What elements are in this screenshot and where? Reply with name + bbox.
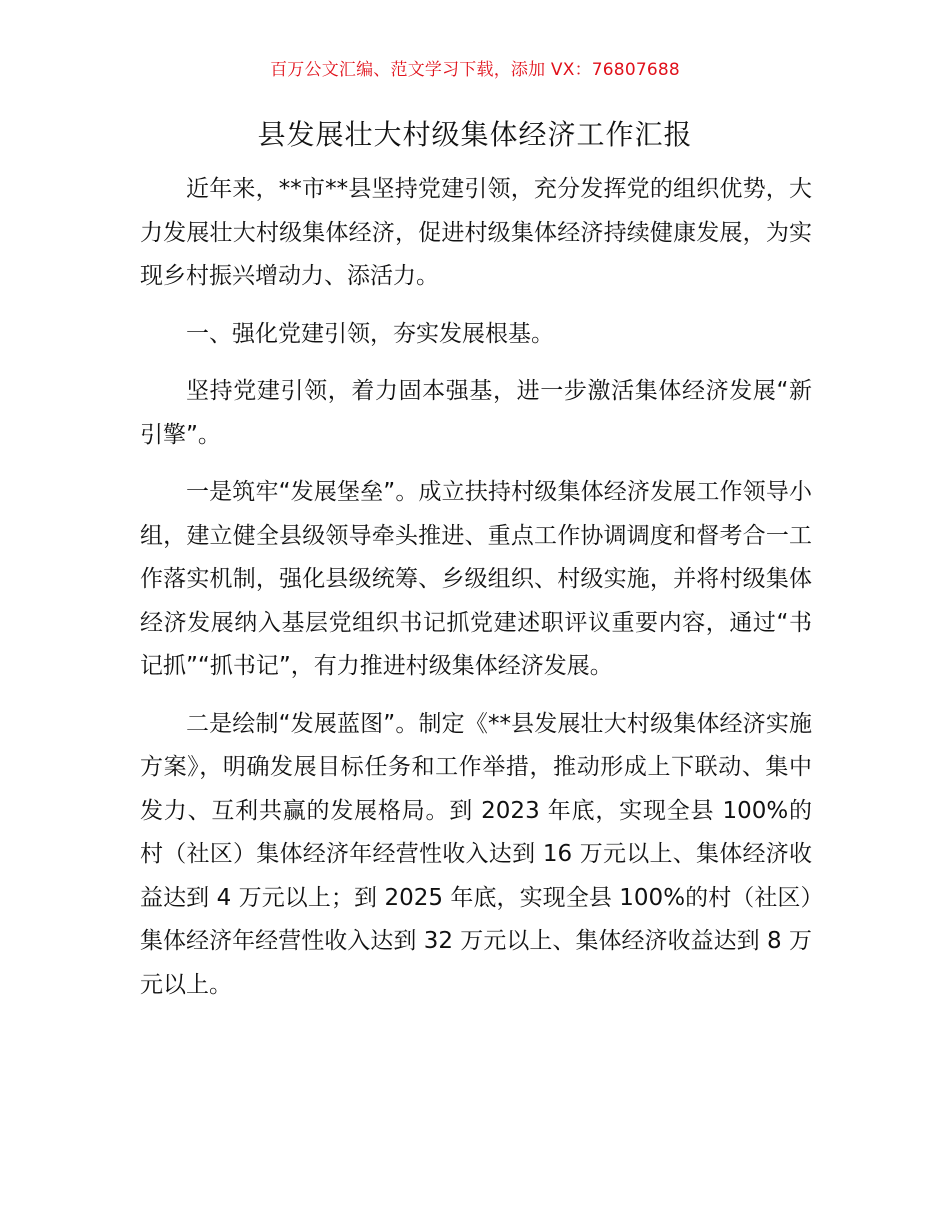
document-body (140, 168, 812, 1021)
section-heading: 一、强化党建引领，夯实发展根基。 (186, 320, 554, 347)
paragraph-summary: 坚持党建引领，着力固本强基，进一步激活集体经济发展“新引擎”。 (140, 378, 812, 448)
paragraph-point-two: 二是绘制“发展蓝图”。制定《**县发展壮大村级集体经济实施方案》，明确发展目标任务和工作举措，推动形成上下联动、集中发力、互利共赢的发展格局。到 2023 年底，实现全县 100%的村（社区）集体经济年经营性收入达到 16 万元以上、集体经济收益达到 4 万元以上；到 2025 年底，实现全县 100%的村（社区）集体经济年经营性收入达到 32 万元以上、集体经济收益达到 8 万元以上。 (140, 710, 812, 998)
paragraph-point-one: 一是筑牢“发展堡垒”。成立扶持村级集体经济发展工作领导小组，建立健全县级领导牵头推进、重点工作协调调度和督考合一工作落实机制，强化县级统筹、乡级组织、村级实施，并将村级集体经济发展纳入基层党组织书记抓党建述职评议重要内容，通过“书记抓”“抓书记”，有力推进村级集体经济发展。 (140, 479, 812, 679)
watermark-header: 百万公文汇编、范文学习下载，添加 VX：76807688 (270, 60, 680, 80)
document-title: 县发展壮大村级集体经济工作汇报 (257, 118, 693, 151)
paragraph-intro: 近年来，**市**县坚持党建引领，充分发挥党的组织优势，大力发展壮大村级集体经济，促进村级集体经济持续健康发展，为实现乡村振兴增动力、添活力。 (140, 176, 812, 289)
